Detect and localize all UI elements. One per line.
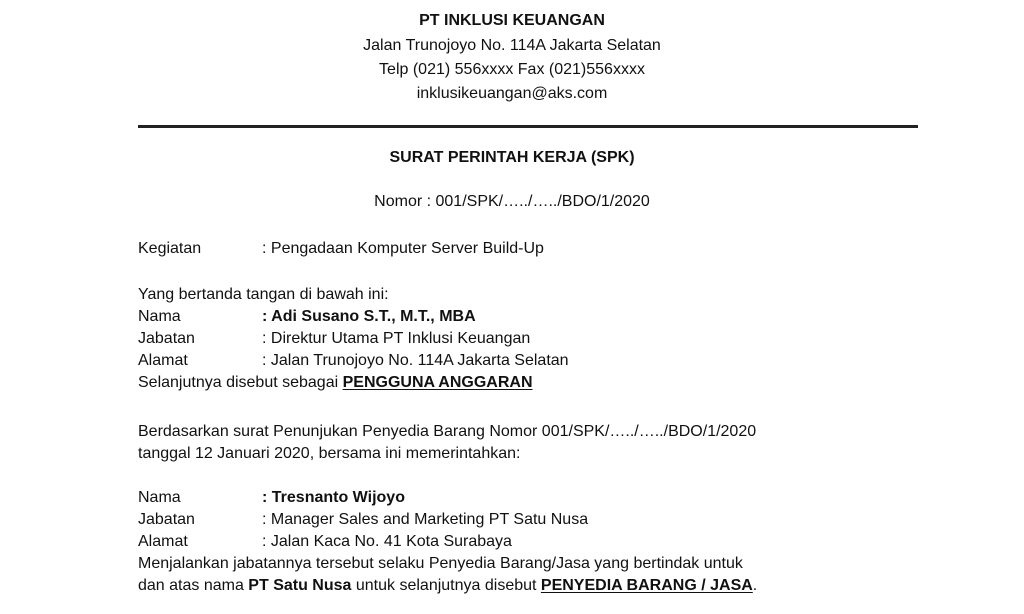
signatory-name-value: : Adi Susano S.T., M.T., MBA — [262, 308, 476, 325]
provider-line2-end: . — [752, 577, 758, 594]
document-number: Nomor : 001/SPK/…../…../BDO/1/2020 — [374, 193, 650, 210]
provider-address-label: Alamat — [138, 533, 188, 550]
company-address: Jalan Trunojoyo No. 114A Jakarta Selatan — [363, 37, 661, 54]
signatory-position-value: : Direktur Utama PT Inklusi Keuangan — [262, 330, 531, 347]
activity-label: Kegiatan — [138, 240, 202, 257]
provider-company: PT Satu Nusa — [248, 577, 352, 594]
provider-referred-role: PENYEDIA BARANG / JASA — [540, 577, 753, 594]
document-title: SURAT PERINTAH KERJA (SPK) — [389, 149, 635, 166]
signatory-referred-line — [138, 374, 533, 392]
company-phone-fax: Telp (021) 556xxxx Fax (021)556xxxx — [379, 61, 645, 78]
signatory-intro: Yang bertanda tangan di bawah ini: — [138, 286, 389, 303]
company-name: PT INKLUSI KEUANGAN — [419, 12, 605, 29]
company-email: inklusikeuangan@aks.com — [416, 85, 608, 102]
provider-position-value: : Manager Sales and Marketing PT Satu Nusa — [262, 511, 589, 528]
provider-statement-line-1: Menjalankan jabatannya tersebut selaku Penyedia Barang/Jasa yang bertindak untuk — [138, 555, 743, 572]
provider-position-label: Jabatan — [138, 511, 195, 528]
basis-line-1: Berdasarkan surat Penunjukan Penyedia Barang Nomor 001/SPK/…../…../BDO/1/2020 — [138, 423, 757, 440]
provider-name-value: : Tresnanto Wijoyo — [262, 489, 405, 506]
provider-name-label: Nama — [138, 489, 181, 506]
provider-address-value: : Jalan Kaca No. 41 Kota Surabaya — [262, 533, 512, 550]
provider-line2-prefix: dan atas nama — [138, 577, 249, 594]
provider-statement-line-2 — [138, 577, 757, 595]
signatory-name-label: Nama — [138, 308, 181, 325]
signatory-position-label: Jabatan — [138, 330, 195, 347]
signatory-referred-role: PENGGUNA ANGGARAN — [342, 374, 533, 391]
provider-line2-middle: untuk selanjutnya disebut — [351, 577, 541, 594]
signatory-address-value: : Jalan Trunojoyo No. 114A Jakarta Selatan — [262, 352, 569, 369]
activity-value: : Pengadaan Komputer Server Build-Up — [262, 240, 544, 257]
letterhead-divider — [138, 125, 918, 128]
basis-line-2: tanggal 12 Januari 2020, bersama ini memerintahkan: — [138, 445, 521, 462]
signatory-referred-prefix: Selanjutnya disebut sebagai — [138, 374, 343, 391]
signatory-address-label: Alamat — [138, 352, 188, 369]
